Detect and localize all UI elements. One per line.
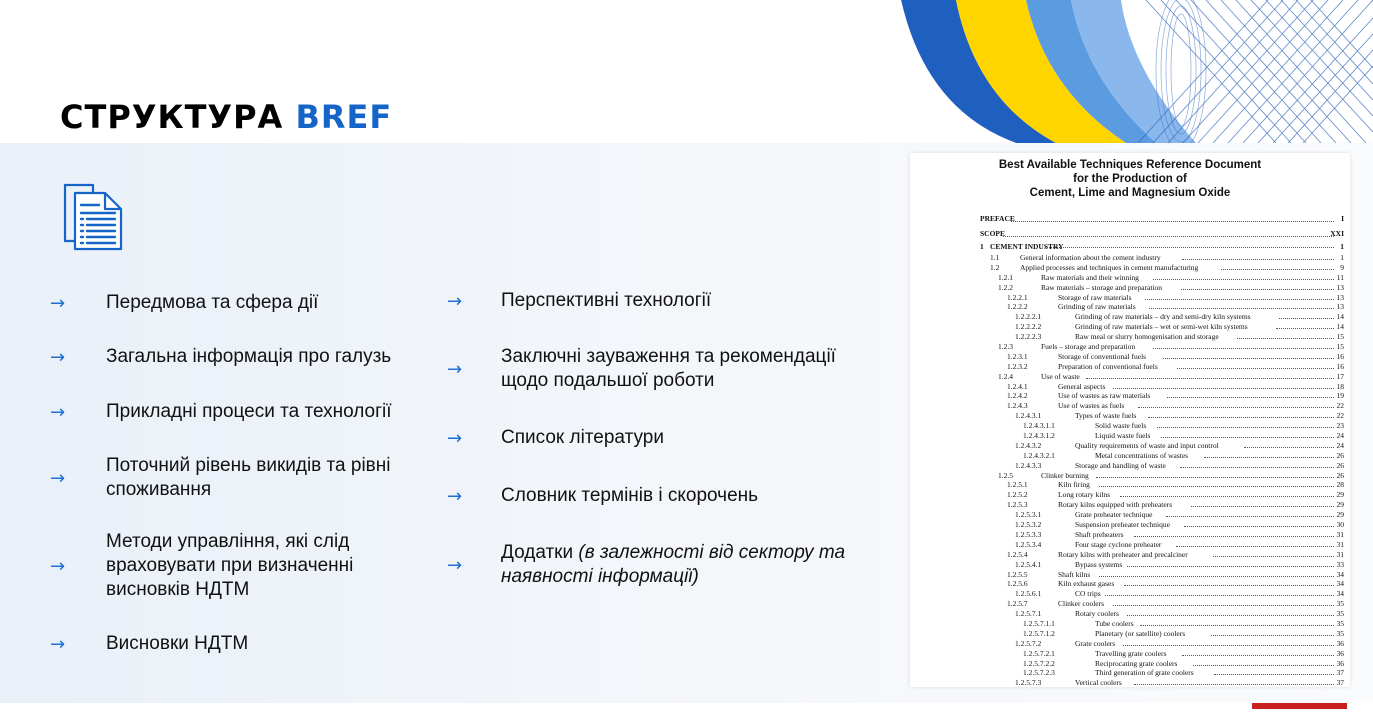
toc-entry <box>980 352 1344 362</box>
toc-title: Solid waste fuels <box>1095 421 1147 431</box>
toc-leader-dots <box>1153 279 1334 280</box>
right-arrow-icon: → <box>447 485 463 507</box>
toc-leader-dots <box>1176 546 1334 547</box>
toc-entry <box>980 659 1344 669</box>
toc-page-number: 14 <box>1336 322 1344 332</box>
list-item <box>50 291 318 315</box>
toc-leader-dots <box>1167 397 1335 398</box>
list-item <box>447 426 664 450</box>
toc-title: Rotary coolers <box>1075 609 1119 619</box>
toc-entry <box>980 322 1344 332</box>
toc-title: Long rotary kilns <box>1058 490 1111 500</box>
toc-entry <box>980 639 1344 649</box>
toc-entry <box>980 372 1344 382</box>
toc-title: Raw materials and their winning <box>1041 272 1139 282</box>
toc-leader-dots <box>1127 566 1334 567</box>
toc-leader-dots <box>1096 477 1334 478</box>
toc-leader-dots <box>1237 338 1334 339</box>
toc-title: Raw materials – storage and preparation <box>1041 282 1162 292</box>
toc-title: Vertical coolers <box>1075 678 1122 687</box>
toc-leader-dots <box>1123 645 1334 646</box>
toc-number: 1.2.5.3 <box>1007 500 1028 510</box>
toc-leader-dots <box>1149 308 1334 309</box>
toc-title: Grate coolers <box>1075 638 1116 648</box>
toc-entry <box>980 530 1344 540</box>
toc-title: Use of wastes as raw materials <box>1058 391 1151 401</box>
toc-entry <box>980 560 1344 570</box>
right-arrow-icon: → <box>50 346 66 368</box>
toc-entry <box>980 540 1344 550</box>
list-item-text <box>501 541 845 589</box>
toc-title: Grinding of raw materials – wet or semi-wet kiln systems <box>1075 322 1248 332</box>
toc-number: 1.2.2.2.2 <box>1015 322 1042 332</box>
document-title-line: Best Available Techniques Reference Document <box>998 159 1262 171</box>
toc-page-number: 15 <box>1336 332 1344 342</box>
toc-page-number: 30 <box>1336 520 1344 530</box>
list-item-line: Поточний рівень викидів та рівні <box>106 455 391 476</box>
toc-number: 1.2.2.2.1 <box>1015 312 1042 322</box>
toc-title: Storage and handling of waste <box>1075 460 1166 470</box>
toc-title: Suspension preheater technique <box>1075 520 1170 530</box>
list-item <box>50 400 392 424</box>
toc-number: 1.2.5.7.1 <box>1015 609 1042 619</box>
toc-number: SCOPE <box>980 229 1006 238</box>
toc-number: 1 <box>980 242 984 251</box>
accent-bar <box>1252 703 1347 709</box>
list-item <box>447 345 836 393</box>
toc-title: Raw meal or slurry homogenisation and storage <box>1075 332 1219 342</box>
toc-page-number: 15 <box>1336 342 1344 352</box>
right-arrow-icon: → <box>50 633 66 655</box>
toc-title: Clinker burning <box>1041 470 1089 480</box>
toc-title: Grinding of raw materials <box>1058 302 1136 312</box>
right-arrow-icon: → <box>50 292 66 314</box>
right-arrow-icon: → <box>50 401 66 423</box>
toc-entry <box>980 490 1344 500</box>
right-arrow-icon: → <box>447 427 463 449</box>
toc-leader-dots <box>1181 289 1334 290</box>
toc-page-number: 18 <box>1336 381 1344 391</box>
toc-title: Quality requirements of waste and input control <box>1075 440 1219 450</box>
toc-entry <box>980 550 1344 560</box>
toc-number: 1.2.2.1 <box>1007 292 1028 302</box>
toc-entry <box>980 382 1344 392</box>
toc-entry <box>980 293 1344 303</box>
toc-entry <box>980 342 1344 352</box>
toc-page-number: 34 <box>1336 589 1344 599</box>
document-title <box>910 158 1350 200</box>
toc-title: Fuels – storage and preparation <box>1041 342 1136 352</box>
toc-page-number: 29 <box>1336 500 1344 510</box>
list-item-line: Методи управління, які слід <box>106 531 350 552</box>
list-item-note: наявності інформації) <box>501 566 699 587</box>
toc-number: 1.2.4.3.1 <box>1015 411 1042 421</box>
toc-entry <box>980 471 1344 481</box>
toc-number: 1.2.1 <box>998 272 1013 282</box>
toc-number: 1.2.5.6.1 <box>1015 589 1042 599</box>
toc-page-number: XXI <box>1330 229 1344 238</box>
toc-number: 1.2.4.3.1.2 <box>1023 431 1055 441</box>
toc-number: 1.2.5.7 <box>1007 599 1028 609</box>
toc-page-number: 28 <box>1336 480 1344 490</box>
toc-entry <box>980 263 1344 273</box>
document-title-line: Cement, Lime and Magnesium Oxide <box>1029 187 1231 199</box>
toc-page-number: 36 <box>1336 648 1344 658</box>
list-item <box>447 541 845 589</box>
toc-leader-dots <box>1180 467 1334 468</box>
list-item-text <box>106 454 391 502</box>
toc-page-number: 36 <box>1336 638 1344 648</box>
toc-title: Reciprocating grate coolers <box>1095 658 1178 668</box>
toc-title: Planetary (or satellite) coolers <box>1095 628 1186 638</box>
toc-number: 1.2.5.7.3 <box>1015 678 1042 687</box>
toc-entry <box>980 253 1344 263</box>
toc-number: 1.2.4.3.2.1 <box>1023 450 1055 460</box>
list-item <box>50 632 248 656</box>
toc-leader-dots <box>1105 595 1334 596</box>
toc-title: General aspects <box>1058 381 1106 391</box>
toc-leader-dots <box>1177 368 1334 369</box>
toc-number: 1.2.5.7.2 <box>1015 638 1042 648</box>
toc-leader-dots <box>1134 684 1334 685</box>
toc-leader-dots <box>1145 299 1334 300</box>
list-item-text: Висновки НДТМ <box>106 633 249 654</box>
toc-entry <box>980 241 1344 253</box>
list-item-text <box>501 345 836 393</box>
toc-leader-dots <box>1120 496 1334 497</box>
toc-number: 1.2.5.7.2.2 <box>1023 658 1055 668</box>
toc-page-number: 13 <box>1336 292 1344 302</box>
toc-title: Third generation of grate coolers <box>1095 668 1194 678</box>
toc-leader-dots <box>1153 348 1334 349</box>
toc-page-number: 14 <box>1336 312 1344 322</box>
toc-page-number: 22 <box>1336 411 1344 421</box>
toc-number: 1.2.5.3.1 <box>1015 510 1042 520</box>
toc-number: 1.2.2.2.3 <box>1015 332 1042 342</box>
toc-number: 1.2.5.5 <box>1007 569 1028 579</box>
document-icon <box>63 181 125 251</box>
toc-leader-dots <box>1140 625 1334 626</box>
toc-title: Applied processes and techniques in cement manufacturing <box>1020 262 1199 272</box>
toc-leader-dots <box>1124 585 1334 586</box>
toc-page-number: 11 <box>1336 272 1344 282</box>
toc-number: 1.2.3.2 <box>1007 361 1028 371</box>
toc-number: 1.2.5.3.2 <box>1015 520 1042 530</box>
toc-entry <box>980 500 1344 510</box>
toc-leader-dots <box>1191 506 1334 507</box>
toc-leader-dots <box>1157 427 1334 428</box>
toc-leader-dots <box>1003 236 1334 237</box>
toc-number: 1.2.4.3.1.1 <box>1023 421 1055 431</box>
list-item-text: Перспективні технології <box>501 290 712 311</box>
toc-number: 1.2.5.7.1.2 <box>1023 628 1055 638</box>
toc-leader-dots <box>1099 486 1334 487</box>
list-item <box>447 484 758 508</box>
toc-leader-dots <box>1113 605 1334 606</box>
toc-entry <box>980 312 1344 322</box>
toc-page-number: 34 <box>1336 569 1344 579</box>
toc-title: Storage of raw materials <box>1058 292 1132 302</box>
list-item-text: Список літератури <box>501 427 664 448</box>
decorative-flag-graphic <box>896 0 1373 143</box>
toc-leader-dots <box>1138 407 1334 408</box>
right-arrow-icon: → <box>447 290 463 312</box>
toc-title: Bypass systems <box>1075 559 1123 569</box>
list-item-text <box>106 530 353 602</box>
list-item-text: Загальна інформація про галузь <box>106 346 392 367</box>
list-item <box>50 530 353 602</box>
toc-page-number: 22 <box>1336 401 1344 411</box>
toc-title: Use of waste <box>1041 371 1080 381</box>
toc-leader-dots <box>1184 526 1335 527</box>
toc-entry <box>980 629 1344 639</box>
toc-entry <box>980 589 1344 599</box>
toc-entry <box>980 391 1344 401</box>
document-title-line: for the Production of <box>1073 173 1187 185</box>
toc-leader-dots <box>1193 665 1334 666</box>
toc-number: 1.2.4 <box>998 371 1013 381</box>
toc-leader-dots <box>1127 615 1334 616</box>
toc-page-number: 35 <box>1336 618 1344 628</box>
toc-number: 1.2.5.6 <box>1007 579 1028 589</box>
toc-leader-dots <box>1011 221 1334 222</box>
toc-title: CEMENT INDUSTRY <box>990 242 1064 251</box>
toc-leader-dots <box>1213 556 1334 557</box>
toc-leader-dots <box>1045 247 1334 248</box>
toc-page-number: 34 <box>1336 579 1344 589</box>
list-item-text: Передмова та сфера дії <box>106 292 319 313</box>
toc-entry <box>980 441 1344 451</box>
toc-leader-dots <box>1211 635 1334 636</box>
right-arrow-icon: → <box>50 555 66 577</box>
toc-page-number: 31 <box>1336 529 1344 539</box>
toc-entry <box>980 226 1344 241</box>
page-title <box>60 98 392 136</box>
list-item <box>447 289 711 313</box>
toc-number: 1.2.3.1 <box>1007 351 1028 361</box>
toc-page-number: 13 <box>1336 282 1344 292</box>
list-item-line: враховувати при визначенні <box>106 555 354 576</box>
toc-page-number: 16 <box>1336 361 1344 371</box>
toc-page-number: 9 <box>1340 262 1344 272</box>
toc-entry <box>980 273 1344 283</box>
toc-title: Shaft kilns <box>1058 569 1091 579</box>
list-item <box>50 454 391 502</box>
toc-number: 1.2.5.2 <box>1007 490 1028 500</box>
table-of-contents <box>980 211 1344 687</box>
toc-page-number: 26 <box>1336 470 1344 480</box>
toc-title: Storage of conventional fuels <box>1058 351 1147 361</box>
toc-title: Tube coolers <box>1095 618 1134 628</box>
toc-number: 1.2.5.7.2.3 <box>1023 668 1055 678</box>
toc-title: Metal concentrations of wastes <box>1095 450 1189 460</box>
toc-title: Use of wastes as fuels <box>1058 401 1125 411</box>
toc-page-number: 17 <box>1336 371 1344 381</box>
toc-entry <box>980 668 1344 678</box>
list-item-line: щодо подальшої роботи <box>501 370 715 391</box>
list-item-note: (в залежності від сектору та <box>578 542 846 563</box>
toc-page-number: 35 <box>1336 609 1344 619</box>
toc-leader-dots <box>1214 674 1334 675</box>
toc-entry <box>980 421 1344 431</box>
toc-page-number: 1 <box>1340 242 1344 251</box>
toc-entry <box>980 570 1344 580</box>
toc-title: Kiln exhaust gases <box>1058 579 1115 589</box>
toc-number: 1.2.2 <box>998 282 1013 292</box>
toc-leader-dots <box>1182 655 1334 656</box>
list-item <box>50 345 391 369</box>
toc-number: 1.2.4.1 <box>1007 381 1028 391</box>
toc-leader-dots <box>1244 447 1334 448</box>
toc-entry <box>980 211 1344 226</box>
toc-number: 1.2.5 <box>998 470 1013 480</box>
toc-title: Rotary kilns with preheater and precalciner <box>1058 549 1188 559</box>
toc-page-number: 26 <box>1336 460 1344 470</box>
right-arrow-icon: → <box>447 554 463 576</box>
list-item-prefix: Додатки <box>501 542 579 563</box>
toc-page-number: I <box>1341 214 1344 223</box>
toc-entry <box>980 579 1344 589</box>
toc-page-number: 36 <box>1336 658 1344 668</box>
toc-title: Grate preheater technique <box>1075 510 1153 520</box>
toc-leader-dots <box>1182 259 1334 260</box>
right-arrow-icon: → <box>447 358 463 380</box>
toc-page-number: 33 <box>1336 559 1344 569</box>
right-arrow-icon: → <box>50 467 66 489</box>
toc-title: Types of waste fuels <box>1075 411 1137 421</box>
toc-title: Preparation of conventional fuels <box>1058 361 1158 371</box>
toc-number: 1.2.5.7.2.1 <box>1023 648 1055 658</box>
title-accent: BREF <box>295 98 393 136</box>
list-item-line: Заключні зауваження та рекомендації <box>501 346 836 367</box>
bref-document-preview <box>910 153 1350 687</box>
toc-entry <box>980 362 1344 372</box>
toc-title: Travelling grate coolers <box>1095 648 1167 658</box>
toc-title: Rotary kilns equipped with preheaters <box>1058 500 1173 510</box>
toc-number: 1.2.4.2 <box>1007 391 1028 401</box>
list-item-text: Прикладні процеси та технології <box>106 401 392 422</box>
toc-title: Grinding of raw materials – dry and semi-dry kiln systems <box>1075 312 1251 322</box>
toc-number: 1.2.5.3.3 <box>1015 529 1042 539</box>
toc-entry <box>980 649 1344 659</box>
toc-leader-dots <box>1279 318 1334 319</box>
list-item-line: споживання <box>106 479 212 500</box>
toc-number: 1.2.5.4.1 <box>1015 559 1042 569</box>
toc-entry <box>980 480 1344 490</box>
toc-number: 1.2.4.3.3 <box>1015 460 1042 470</box>
toc-entry <box>980 619 1344 629</box>
toc-number: 1.2.3 <box>998 342 1013 352</box>
toc-leader-dots <box>1113 388 1334 389</box>
toc-page-number: 37 <box>1336 668 1344 678</box>
list-item-text: Словник термінів і скорочень <box>501 485 759 506</box>
toc-page-number: 24 <box>1336 431 1344 441</box>
toc-page-number: 35 <box>1336 599 1344 609</box>
toc-number: 1.2.5.4 <box>1007 549 1028 559</box>
toc-entry <box>980 520 1344 530</box>
toc-page-number: 31 <box>1336 549 1344 559</box>
toc-leader-dots <box>1276 328 1334 329</box>
toc-number: 1.2.2.2 <box>1007 302 1028 312</box>
toc-title: Four stage cyclone preheater <box>1075 539 1162 549</box>
toc-number: 1.2.5.7.1.1 <box>1023 618 1055 628</box>
toc-entry <box>980 609 1344 619</box>
toc-entry <box>980 510 1344 520</box>
toc-entry <box>980 302 1344 312</box>
toc-page-number: 29 <box>1336 510 1344 520</box>
toc-number: PREFACE <box>980 214 1015 223</box>
toc-entry <box>980 283 1344 293</box>
toc-entry <box>980 461 1344 471</box>
toc-entry <box>980 599 1344 609</box>
toc-leader-dots <box>1161 437 1334 438</box>
toc-number: 1.1 <box>990 253 1000 262</box>
toc-entry <box>980 451 1344 461</box>
list-item-line: висновків НДТМ <box>106 579 250 600</box>
toc-entry <box>980 431 1344 441</box>
toc-number: 1.2.4.3 <box>1007 401 1028 411</box>
toc-number: 1.2.5.3.4 <box>1015 539 1042 549</box>
toc-leader-dots <box>1166 516 1334 517</box>
toc-leader-dots <box>1134 536 1334 537</box>
toc-leader-dots <box>1204 457 1335 458</box>
toc-page-number: 31 <box>1336 539 1344 549</box>
toc-title: Clinker coolers <box>1058 599 1105 609</box>
toc-page-number: 24 <box>1336 440 1344 450</box>
toc-entry <box>980 401 1344 411</box>
toc-page-number: 23 <box>1336 421 1344 431</box>
toc-number: 1.2.5.1 <box>1007 480 1028 490</box>
toc-title: Shaft preheaters <box>1075 529 1124 539</box>
toc-page-number: 26 <box>1336 450 1344 460</box>
toc-leader-dots <box>1163 358 1334 359</box>
toc-leader-dots <box>1086 378 1334 379</box>
toc-number: 1.2.4.3.2 <box>1015 440 1042 450</box>
toc-title: General information about the cement industry <box>1020 253 1161 262</box>
toc-title: Liquid waste fuels <box>1095 431 1151 441</box>
toc-page-number: 37 <box>1336 678 1344 687</box>
toc-page-number: 13 <box>1336 302 1344 312</box>
toc-entry <box>980 678 1344 687</box>
toc-leader-dots <box>1099 576 1334 577</box>
toc-entry <box>980 411 1344 421</box>
toc-page-number: 16 <box>1336 351 1344 361</box>
toc-page-number: 19 <box>1336 391 1344 401</box>
toc-title: Kiln firing <box>1058 480 1090 490</box>
title-main: СТРУКТУРА <box>60 98 296 136</box>
toc-number: 1.2 <box>990 262 1000 272</box>
toc-page-number: 29 <box>1336 490 1344 500</box>
toc-page-number: 35 <box>1336 628 1344 638</box>
toc-leader-dots <box>1221 269 1334 270</box>
toc-entry <box>980 332 1344 342</box>
toc-title: CO trips <box>1075 589 1101 599</box>
toc-leader-dots <box>1148 417 1334 418</box>
toc-page-number: 1 <box>1340 253 1344 262</box>
